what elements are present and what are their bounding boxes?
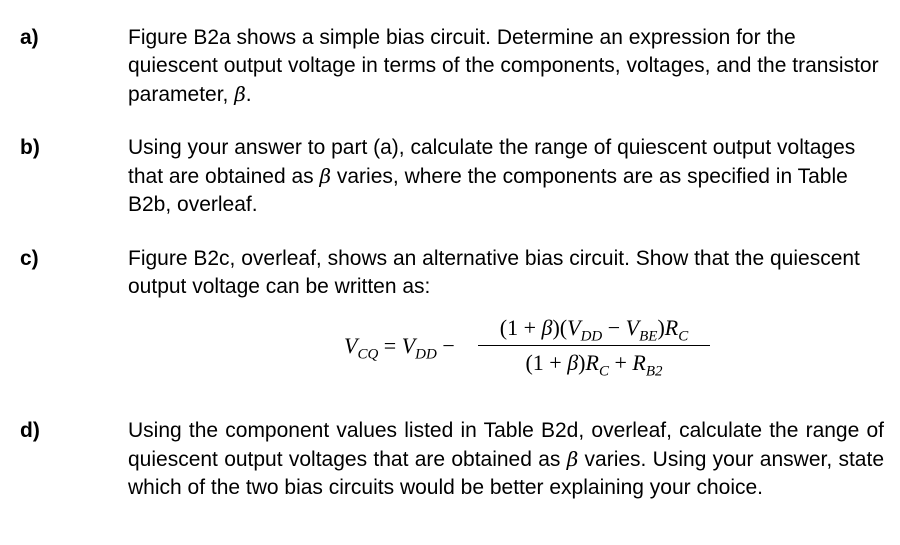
beta-symbol: β [319, 164, 332, 188]
num-beta: β [541, 315, 553, 340]
num-open: (1 + [499, 315, 542, 340]
eq-v-dd-sub: DD [415, 346, 437, 363]
den-plus: + [608, 350, 633, 375]
den-beta: β [567, 350, 579, 375]
num-v-be-sub: BE [639, 328, 658, 345]
question-a-text-1: Figure B2a shows a simple bias circuit. Determine an expression for the quiescent output voltage in terms of the components, voltages, and the transistor parameter, [128, 26, 879, 106]
num-r-c: R [664, 315, 679, 340]
question-b-text-1: Using your answer to part (a), calculate the range of quiescent output voltages that are obtained as [128, 136, 856, 188]
question-d-text-2: varies. Using your answer, state which of the two bias circuits would be better explaining your choice. [128, 448, 884, 499]
den-open: (1 + [525, 350, 568, 375]
num-close: )( [552, 315, 568, 340]
den-r-b2-sub: B2 [645, 363, 663, 380]
question-d-text-1: Using the component values listed in Table B2d, overleaf, calculate the range of quiescent output voltages that are obtained as [128, 419, 884, 471]
beta-symbol: β [566, 447, 579, 471]
num-v-be: V [625, 315, 640, 340]
equation-lhs [344, 333, 455, 363]
question-label-b: b) [20, 136, 40, 159]
fraction-denominator [478, 348, 710, 378]
question-text-a [128, 24, 884, 109]
eq-v-dd: V [401, 333, 416, 358]
den-close: ) [578, 350, 586, 375]
question-label-a: a) [20, 26, 39, 49]
eq-v-cq-sub: CQ [357, 346, 379, 363]
question-b-text-2: varies, where the components are as specified in Table B2b, overleaf. [128, 165, 848, 216]
fraction-numerator [478, 313, 710, 343]
eq-minus: − [442, 333, 455, 358]
num-minus: − [602, 315, 626, 340]
den-r-b2: R [632, 350, 646, 375]
fraction-bar [478, 345, 710, 346]
question-a-text-2: . [245, 83, 252, 106]
beta-symbol: β [234, 82, 246, 106]
question-text-c [128, 245, 884, 301]
equation-fraction [478, 313, 710, 378]
question-c-text-1: Figure B2c, overleaf, shows an alternative bias circuit. Show that the quiescent output voltage can be written as: [128, 247, 860, 298]
num-v-dd-sub: DD [580, 328, 603, 345]
den-r-c: R [585, 350, 599, 375]
num-v-dd: V [567, 315, 581, 340]
question-text-d [128, 417, 884, 502]
question-label-c: c) [20, 247, 39, 270]
eq-v-cq: V [344, 333, 358, 358]
den-r-c-sub: C [598, 363, 609, 380]
eq-equals: = [383, 333, 397, 358]
num-close2: ) [657, 315, 665, 340]
question-text-b [128, 134, 884, 219]
question-label-d: d) [20, 419, 40, 442]
num-r-c-sub: C [678, 328, 689, 345]
